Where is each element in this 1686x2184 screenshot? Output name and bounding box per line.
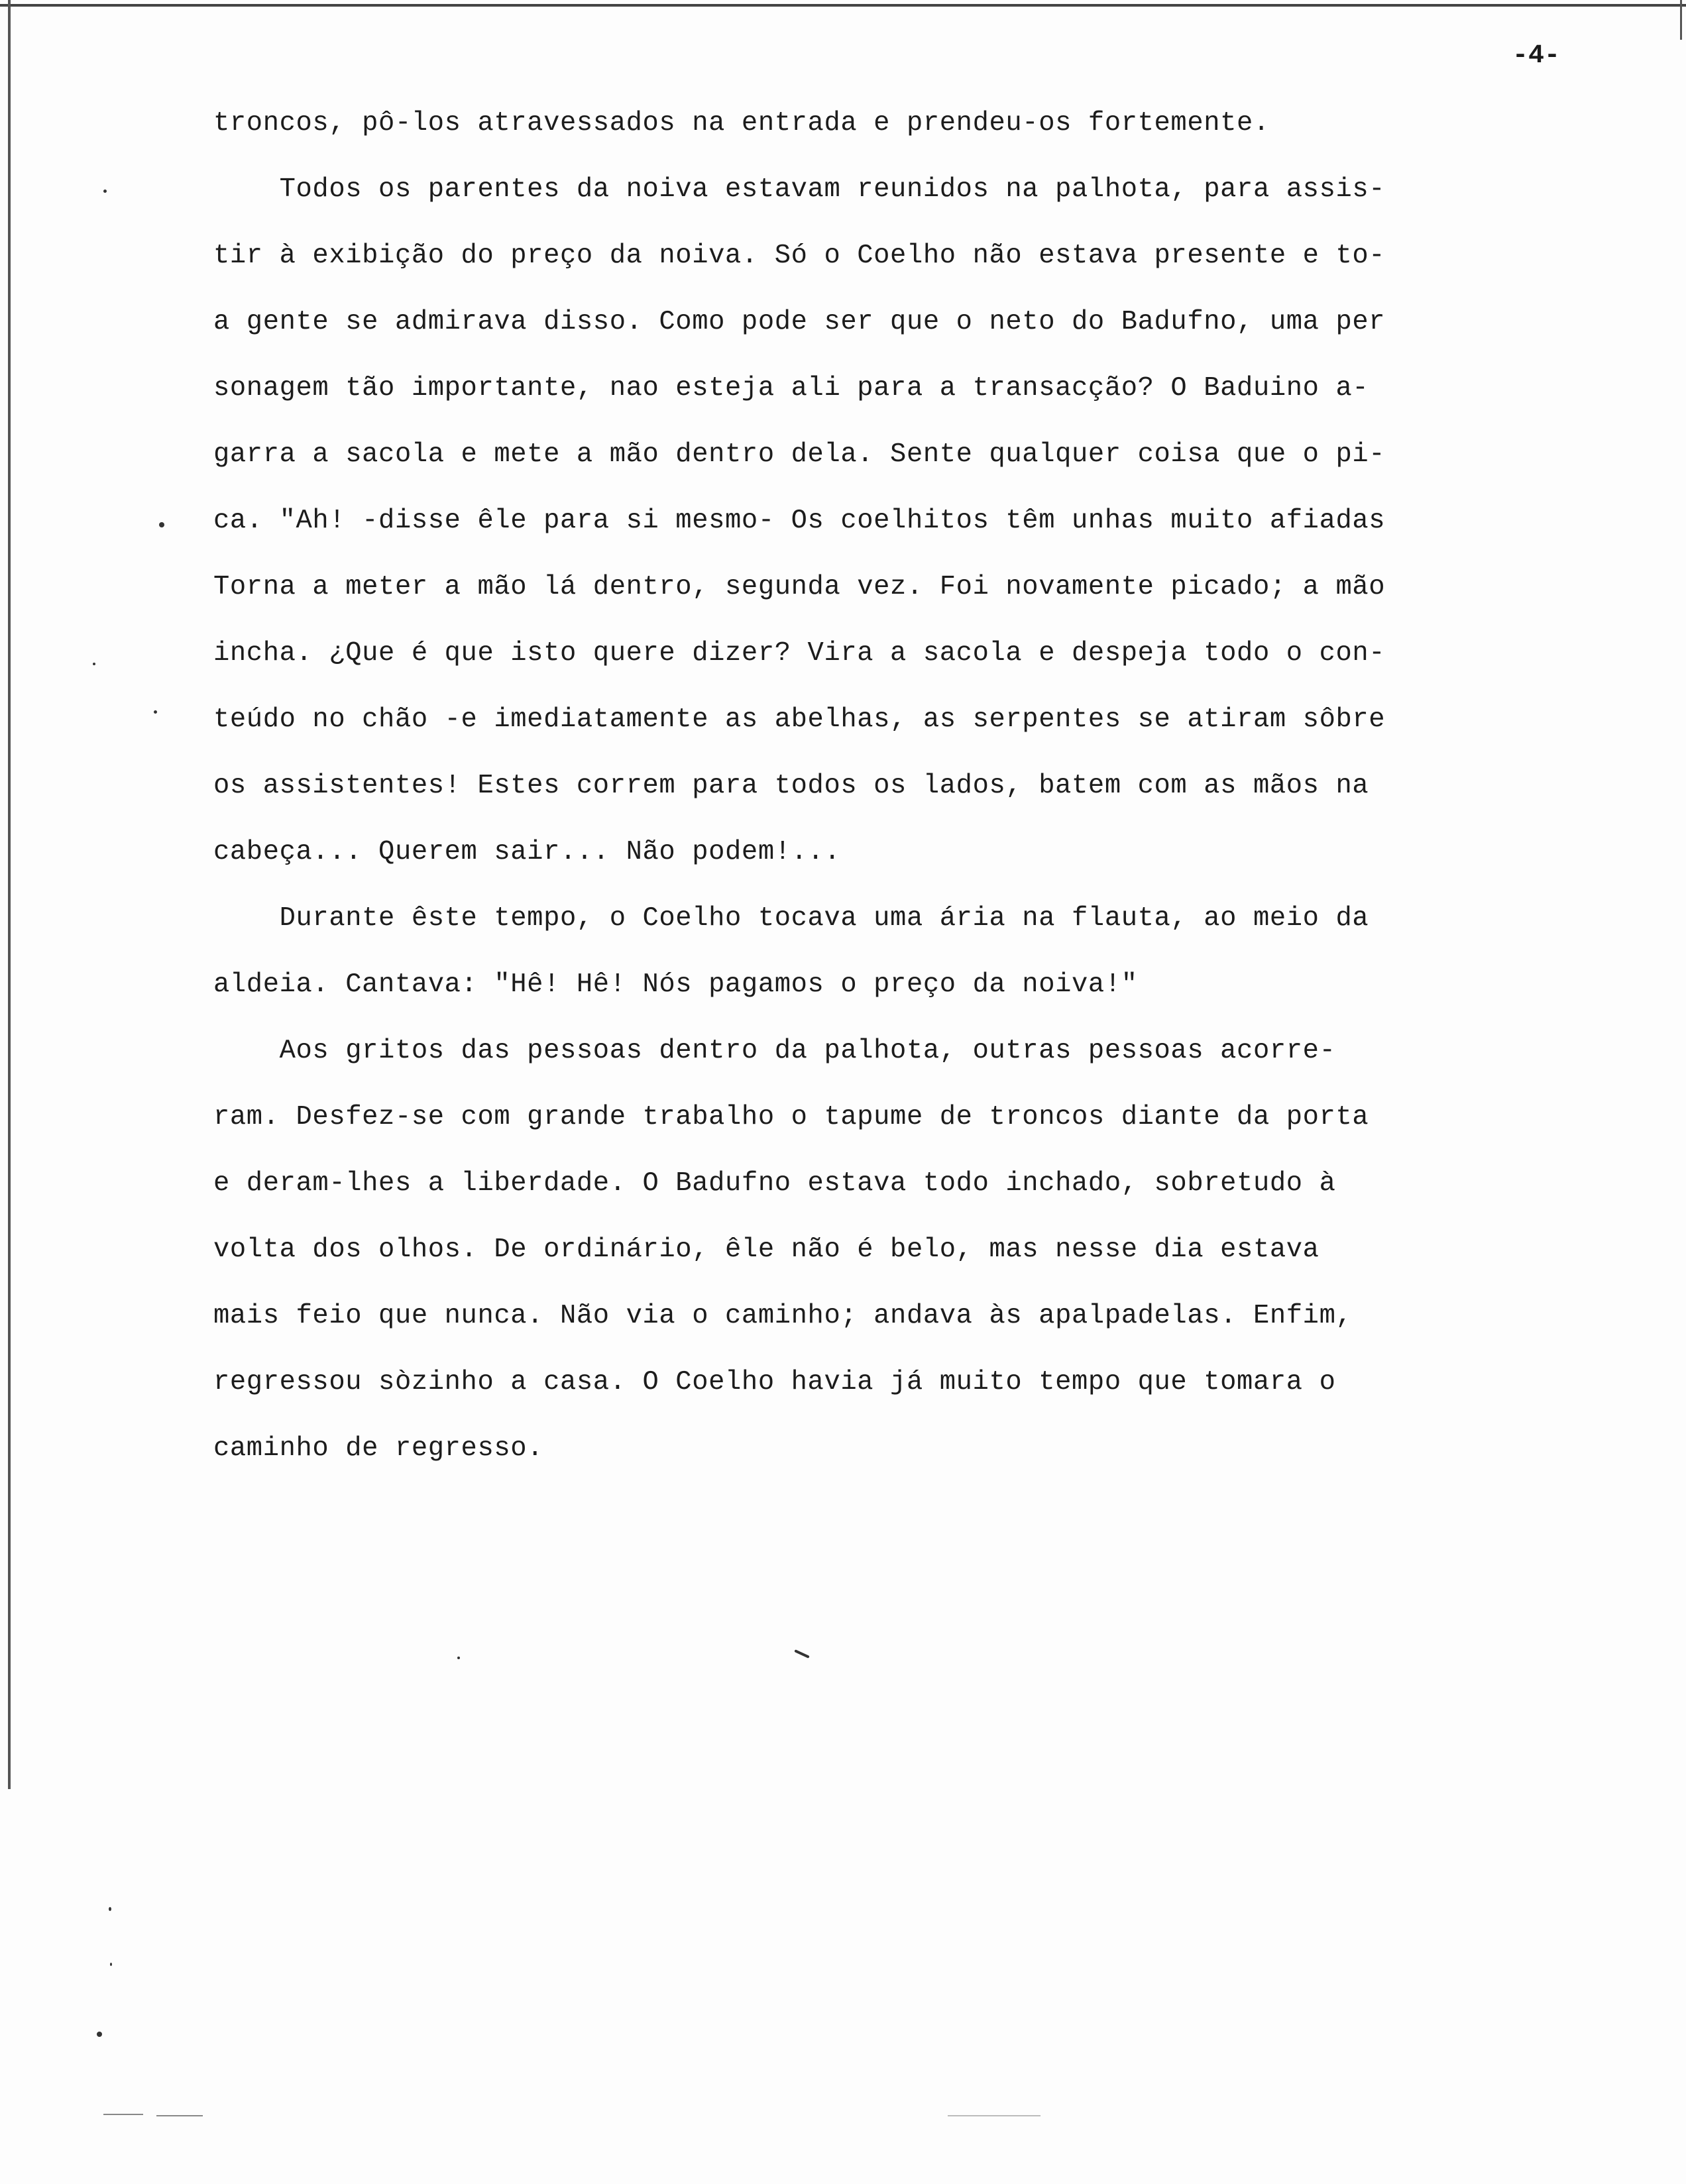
scan-edge-left bbox=[8, 0, 11, 1789]
scan-speck bbox=[93, 663, 95, 665]
scan-speck bbox=[154, 710, 157, 714]
text-line-15: Aos gritos das pessoas dentro da palhota, outras pessoas acorre- bbox=[213, 1036, 1336, 1066]
text-line-19: mais feio que nunca. Não via o caminho; andava às apalpadelas. Enfim, bbox=[213, 1301, 1353, 1331]
scan-edge-top bbox=[0, 4, 1686, 7]
scan-speck bbox=[97, 2032, 102, 2037]
scan-speck bbox=[109, 1907, 111, 1911]
text-line-21: caminho de regresso. bbox=[213, 1433, 544, 1464]
text-line-16: ram. Desfez-se com grande trabalho o tapume de troncos diante da porta bbox=[213, 1102, 1369, 1132]
text-line-8: Torna a meter a mão lá dentro, segunda vez. Foi novamente picado; a mão bbox=[213, 572, 1386, 602]
text-line-14: aldeia. Cantava: "Hê! Hê! Nós pagamos o preço da noiva!" bbox=[213, 969, 1138, 1000]
text-line-13: Durante êste tempo, o Coelho tocava uma ária na flauta, ao meio da bbox=[213, 903, 1369, 934]
text-line-1: troncos, pô-los atravessados na entrada e prendeu-os fortemente. bbox=[213, 108, 1270, 138]
scan-speck bbox=[110, 1963, 112, 1966]
text-line-2: Todos os parentes da noiva estavam reunidos na palhota, para assis- bbox=[213, 174, 1386, 205]
text-line-6: garra a sacola e mete a mão dentro dela. Sente qualquer coisa que o pi- bbox=[213, 439, 1386, 470]
scan-speck bbox=[159, 522, 164, 527]
text-line-7: ca. "Ah! -disse êle para si mesmo- Os coelhitos têm unhas muito afiadas bbox=[213, 506, 1386, 536]
text-line-11: os assistentes! Estes correm para todos os lados, batem com as mãos na bbox=[213, 771, 1369, 801]
scan-edge-right bbox=[1680, 0, 1682, 40]
text-line-10: teúdo no chão -e imediatamente as abelhas, as serpentes se atiram sôbre bbox=[213, 704, 1386, 735]
scan-line bbox=[948, 2115, 1040, 2116]
scan-line bbox=[156, 2115, 203, 2116]
page-number: -4- bbox=[1512, 41, 1561, 71]
scan-speck bbox=[103, 190, 107, 193]
text-line-12: cabeça... Querem sair... Não podem!... bbox=[213, 837, 841, 867]
text-line-4: a gente se admirava disso. Como pode ser que o neto do Badufno, uma per bbox=[213, 307, 1386, 337]
text-line-3: tir à exibição do preço da noiva. Só o Coelho não estava presente e to- bbox=[213, 241, 1386, 271]
text-line-5: sonagem tão importante, nao esteja ali para a transacção? O Baduino a- bbox=[213, 373, 1369, 404]
scan-speck bbox=[794, 1649, 809, 1659]
scan-speck bbox=[457, 1657, 460, 1659]
text-line-9: incha. ¿Que é que isto quere dizer? Vira a sacola e despeja todo o con- bbox=[213, 638, 1386, 669]
body-text bbox=[213, 90, 1658, 1482]
text-line-17: e deram-lhes a liberdade. O Badufno estava todo inchado, sobretudo à bbox=[213, 1168, 1336, 1199]
text-line-20: regressou sòzinho a casa. O Coelho havia já muito tempo que tomara o bbox=[213, 1367, 1353, 1397]
scan-line bbox=[103, 2114, 143, 2115]
text-line-18: volta dos olhos. De ordinário, êle não é belo, mas nesse dia estava bbox=[213, 1234, 1336, 1265]
